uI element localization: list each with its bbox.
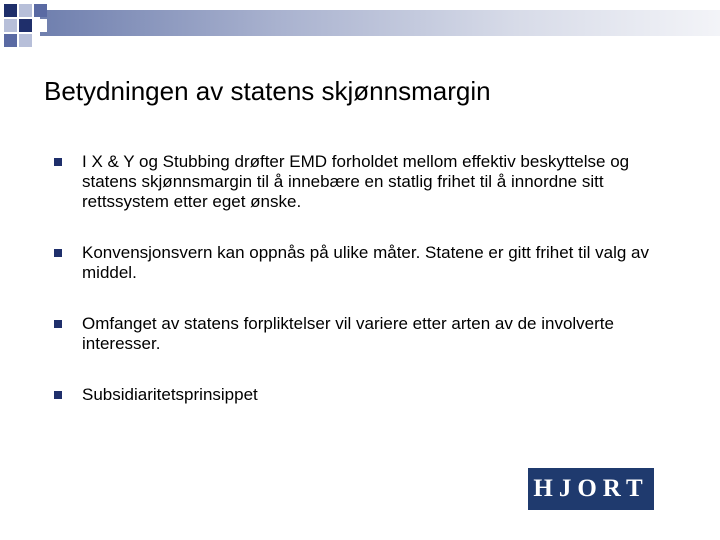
- bullet-list: [54, 152, 674, 436]
- corner-square: [4, 19, 17, 32]
- bullet-item: [54, 243, 674, 283]
- corner-square: [19, 4, 32, 17]
- bullet-item: [54, 314, 674, 354]
- bullet-text: Omfanget av statens forpliktelser vil variere etter arten av de involverte interesser.: [82, 314, 614, 353]
- corner-square: [4, 34, 17, 47]
- square-bullet-icon: [54, 391, 62, 399]
- header-band: [40, 10, 720, 36]
- corner-square: [19, 34, 32, 47]
- hjort-logo: HJORT: [528, 468, 654, 510]
- square-bullet-icon: [54, 249, 62, 257]
- square-bullet-icon: [54, 158, 62, 166]
- bullet-text: Subsidiaritetsprinsippet: [82, 385, 258, 404]
- bullet-text: I X & Y og Stubbing drøfter EMD forholdet mellom effektiv beskyttelse og statens skjønnsmargin til å innebære en statlig frihet til å innordne sitt rettssystem etter eget ønske.: [82, 152, 630, 211]
- bullet-item: [54, 385, 674, 405]
- bullet-text: Konvensjonsvern kan oppnås på ulike måter. Statene er gitt frihet til valg av middel.: [82, 243, 649, 282]
- square-bullet-icon: [54, 320, 62, 328]
- corner-square: [34, 19, 47, 32]
- slide-title: Betydningen av statens skjønnsmargin: [44, 76, 491, 106]
- bullet-item: [54, 152, 674, 212]
- corner-square: [34, 4, 47, 17]
- corner-square: [19, 19, 32, 32]
- corner-square: [4, 4, 17, 17]
